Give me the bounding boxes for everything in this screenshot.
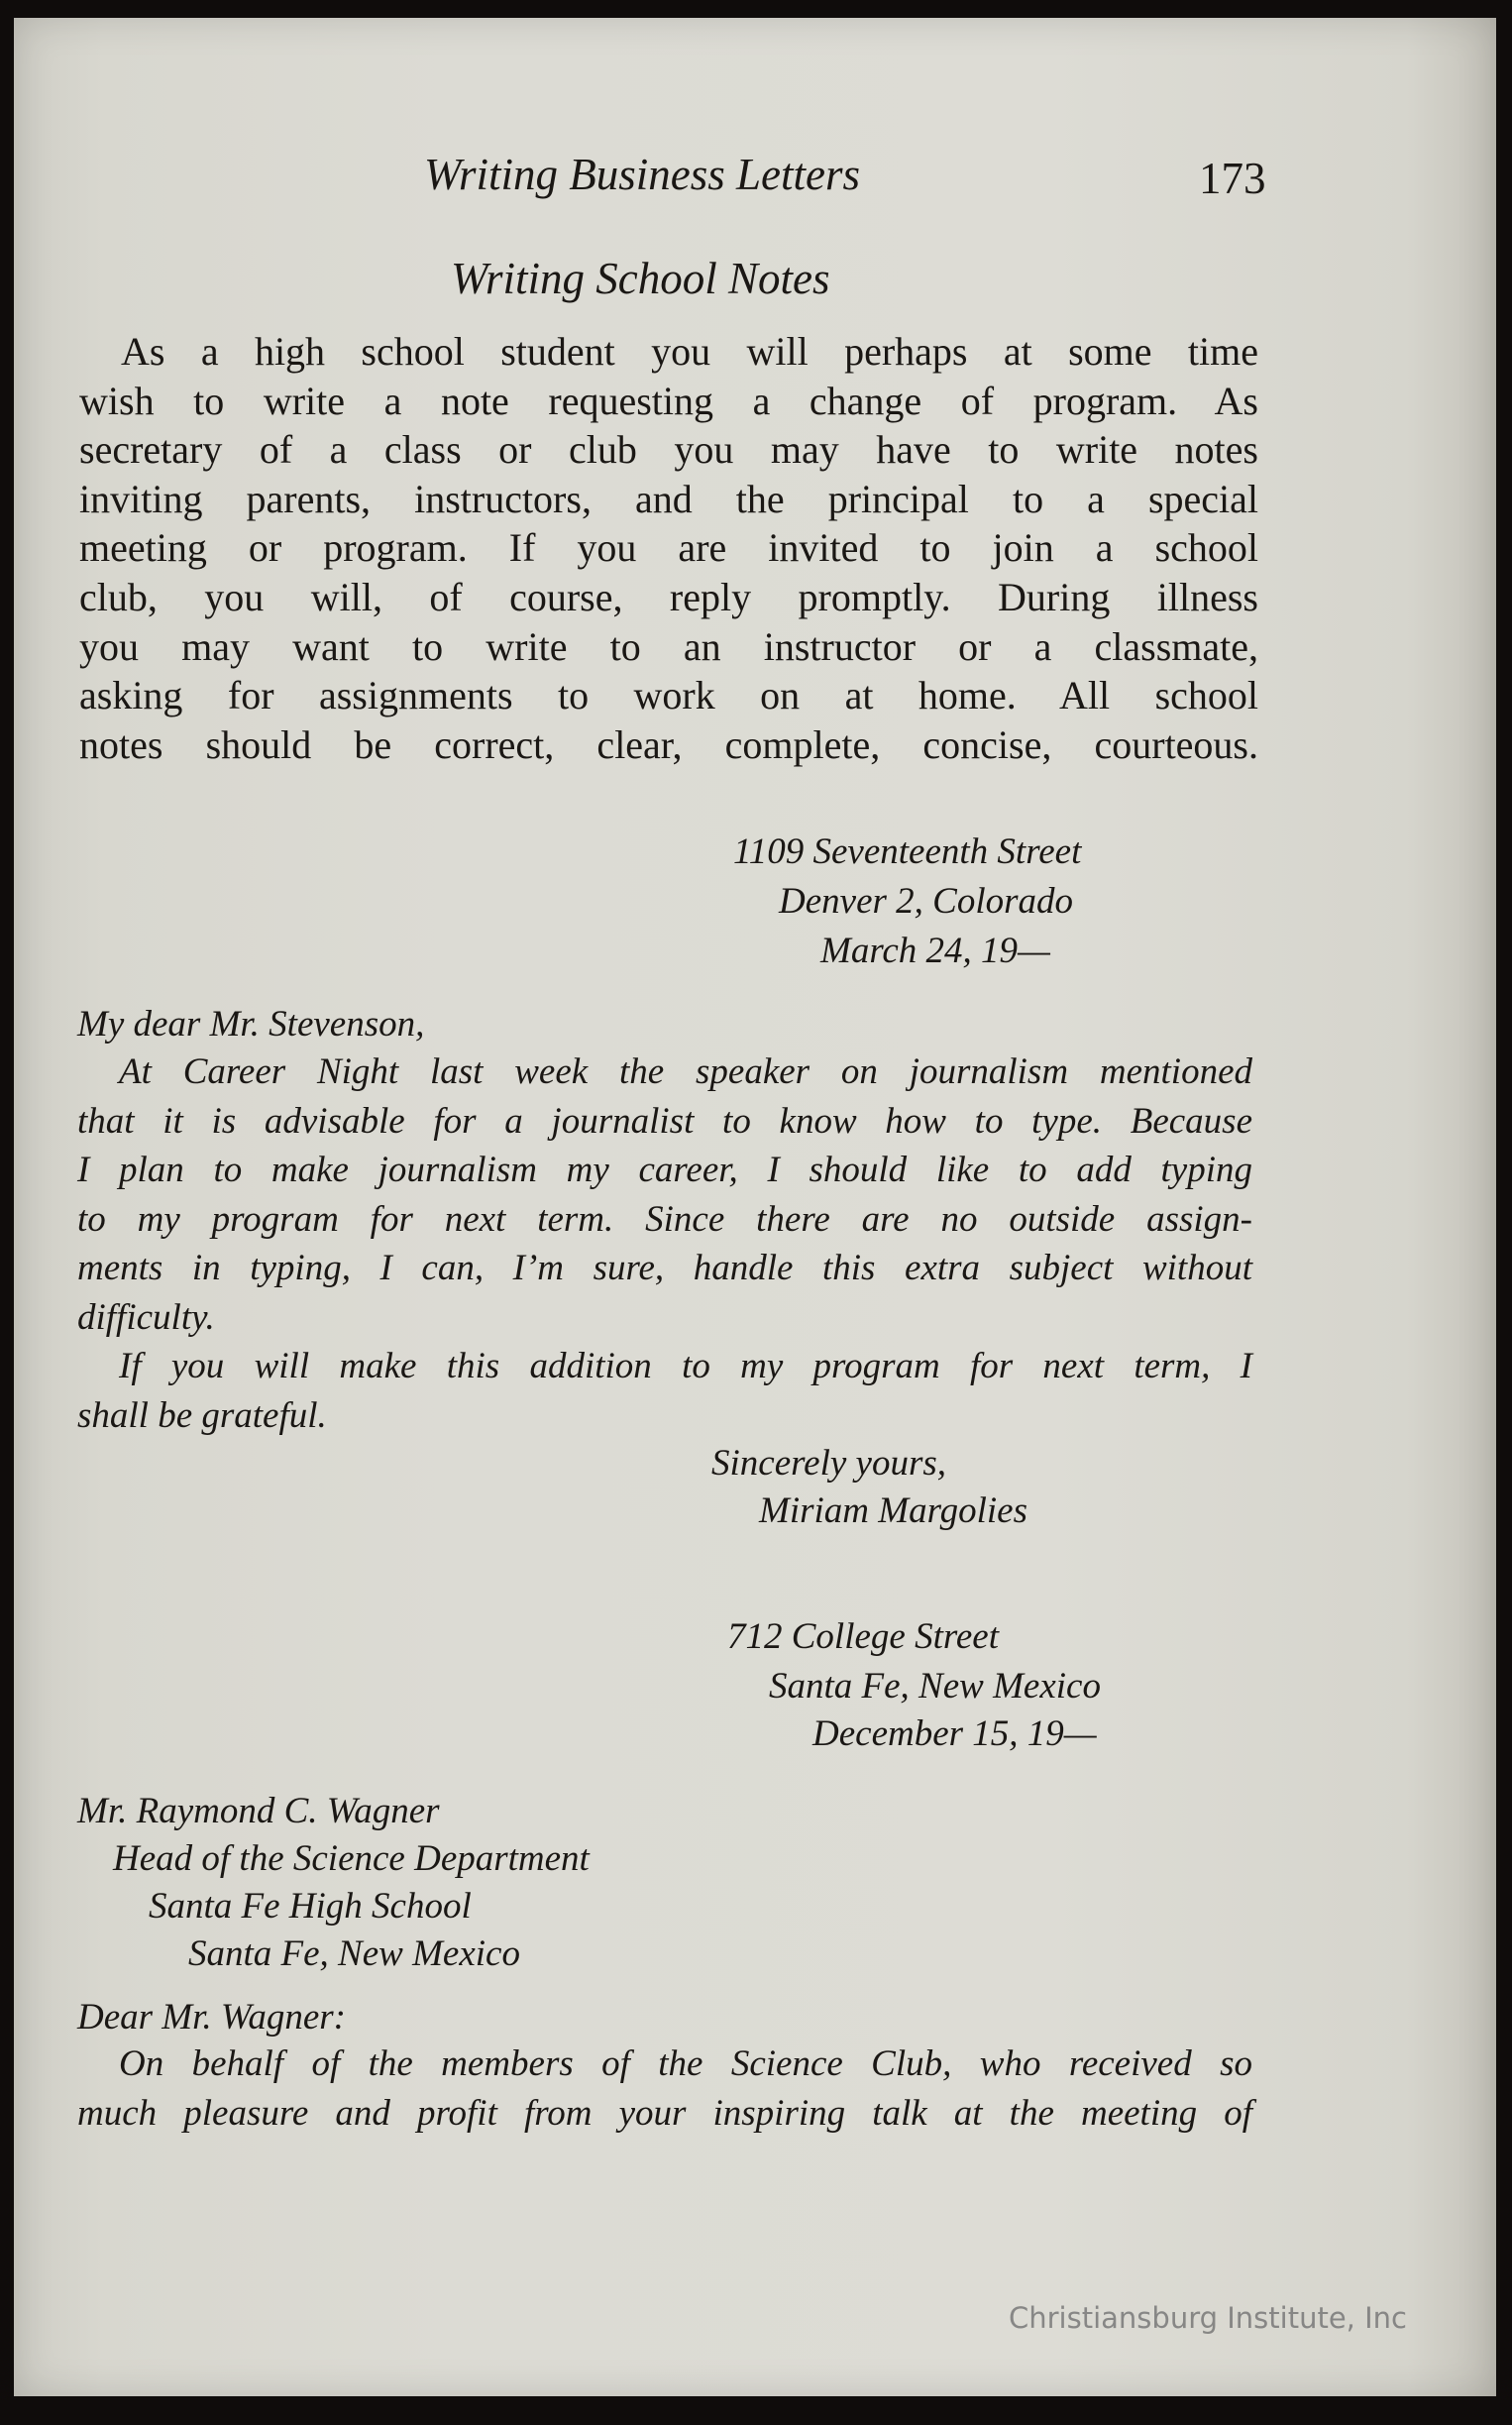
letter1-address-line: Denver 2, Colorado bbox=[779, 881, 1073, 922]
letter2-inside-address-line: Santa Fe High School bbox=[149, 1886, 472, 1927]
intro-line: meeting or program. If you are invited to join a school bbox=[79, 525, 1258, 571]
running-head: Writing Business Letters bbox=[424, 150, 861, 199]
letter2-inside-address-line: Santa Fe, New Mexico bbox=[188, 1933, 520, 1974]
letter1-body-line: to my program for next term. Since there are no outside assign- bbox=[77, 1198, 1252, 1240]
letter1-date: March 24, 19— bbox=[820, 931, 1050, 971]
letter1-body-line: difficulty. bbox=[77, 1296, 215, 1338]
letter2-date: December 15, 19— bbox=[812, 1713, 1097, 1754]
letter1-salutation: My dear Mr. Stevenson, bbox=[77, 1004, 425, 1045]
letter2-salutation: Dear Mr. Wagner: bbox=[77, 1997, 346, 2038]
intro-line: you may want to write to an instructor or a classmate, bbox=[79, 623, 1258, 669]
intro-line: asking for assignments to work on at home. All school bbox=[79, 673, 1258, 718]
letter2-address-line: 712 College Street bbox=[727, 1616, 1000, 1657]
intro-line: club, you will, of course, reply promptly. During illness bbox=[79, 574, 1258, 619]
page-number: 173 bbox=[1199, 154, 1266, 203]
letter2-inside-address-line: Mr. Raymond C. Wagner bbox=[77, 1791, 440, 1831]
letter1-body-line: ments in typing, I can, I’m sure, handle this extra subject without bbox=[77, 1248, 1252, 1288]
intro-line: inviting parents, instructors, and the principal to a special bbox=[79, 476, 1258, 521]
letter1-address-line: 1109 Seventeenth Street bbox=[733, 831, 1082, 872]
section-title: Writing School Notes bbox=[451, 254, 830, 303]
intro-line: secretary of a class or club you may have to write notes bbox=[79, 427, 1258, 473]
letter1-body-line: that it is advisable for a journalist to know how to type. Because bbox=[77, 1100, 1252, 1142]
letter1-body-line: I plan to make journalism my career, I should like to add typing bbox=[77, 1150, 1252, 1190]
watermark: Christiansburg Institute, Inc bbox=[1009, 2301, 1407, 2335]
letter2-body-line: On behalf of the members of the Science Club, who received so bbox=[119, 2043, 1252, 2084]
intro-line: wish to write a note requesting a change of program. As bbox=[79, 378, 1258, 423]
intro-paragraph bbox=[79, 327, 1258, 769]
letter1-closing: Sincerely yours, bbox=[711, 1443, 946, 1484]
letter1-signature: Miriam Margolies bbox=[759, 1490, 1027, 1531]
letter1-body-line: At Career Night last week the speaker on journalism mentioned bbox=[119, 1051, 1252, 1092]
letter2-body-line: much pleasure and profit from your inspiring talk at the meeting of bbox=[77, 2092, 1252, 2134]
intro-line: As a high school student you will perhaps at some time bbox=[121, 329, 1258, 374]
letter2-inside-address-line: Head of the Science Department bbox=[113, 1838, 590, 1879]
letter2-address-line: Santa Fe, New Mexico bbox=[769, 1666, 1101, 1707]
letter2-body bbox=[77, 2039, 1252, 2138]
intro-line: notes should be correct, clear, complete, concise, courteous. bbox=[79, 721, 1258, 767]
letter1-body bbox=[77, 1047, 1252, 1440]
letter1-body-line: If you will make this addition to my program for next term, I bbox=[119, 1346, 1252, 1386]
letter1-body-line: shall be grateful. bbox=[77, 1394, 327, 1436]
